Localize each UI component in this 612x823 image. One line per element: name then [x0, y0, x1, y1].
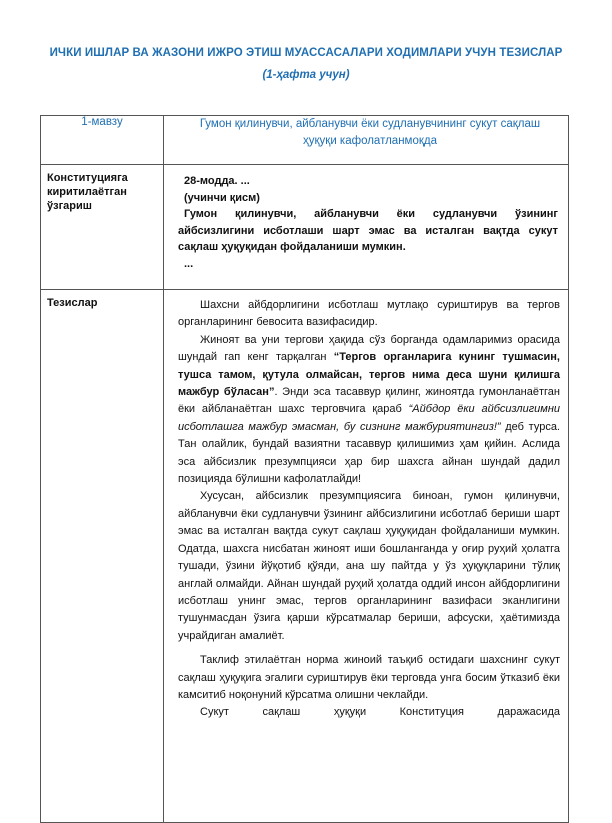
article-body: Гумон қилинувчи, айбланувчи ёки судланувчи ўзининг айбсизлигини исботлаши шарт эмас ва исталган вақтда сукут сақлаш ҳуқуқидан фойдаланиши мумкин. — [178, 208, 558, 253]
thesis-paragraph-3: Хусусан, айбсизлик презумпциясига биноан, гумон қилинувчи, айбланувчи ёки судланувчи ўзининг айбсизлигини исботлаб бериши шарт эмас ва исталган вақтда сукут сақлаш ҳуқуқидан фойдаланиши мумкин. Одатда, шахсга нисбатан жиноят иши бошланганда у оғир руҳий ҳолатга тушади, ўзини йўқотиб қўяди, ана шу пайтда у ўз ҳуқуқларини тўлиқ англай олмайди. Айнан шундай руҳий ҳолатда оддий инсон айбдорлигини исботлаш унинг эмас, тергов органларининг вазифаси эканлигини тушунмасдан ўзига қарши кўрсатмалар бериши, афсуски, ҳаётимизда учрайдиган амалиёт. — [178, 490, 560, 642]
topic-title: Гумон қилинувчи, айбланувчи ёки судланувчининг сукут сақлаш ҳуқуқи кафолатланмоқда — [164, 116, 569, 165]
change-label: Конституцияга киритилаётган ўзгариш — [41, 165, 164, 290]
theses-content — [164, 290, 569, 823]
thesis-paragraph-4: Таклиф этилаётган норма жиноий таъқиб остидаги шахснинг сукут сақлаш ҳуқуқига эгалиги суриштирув ёки терговда унга босим ўтказиб ёки камситиб ноқонуний кўрсатма олишни чеклайди. — [178, 654, 560, 701]
article-part: (учинчи қисм) — [184, 191, 260, 204]
document-subtitle: (1-ҳафта учун) — [262, 69, 350, 81]
constitution-change-row — [41, 165, 569, 290]
topic-row — [41, 116, 569, 165]
topic-label: 1-мавзу — [41, 116, 164, 165]
thesis-paragraph-5: Сукут сақлаш ҳуқуқи Конституция даражасида — [200, 706, 560, 719]
thesis-paragraph-1: Шахсни айбдорлигини исботлаш мутлақо суриштирув ва тергов органларининг бевосита вазифасидир. — [178, 299, 560, 329]
article-number: 28-модда. ... — [184, 175, 250, 187]
quote-bold: “Тергов органларига кунинг тушмасин, тушса тамом, қутула олмайсан, тергов нима деса шуни қилишга мажбур бўласан” — [178, 351, 560, 399]
thesis-paragraph-2: Жиноят ва уни тергови ҳақида сўз борганда одамларимиз орасида шундай гап кенг тарқалган “Тергов органларига кунинг тушмасин, тушса тамом, қутула олмайсан, тергов нима деса шуни қилишга мажбур бўласан”. Энди эса тасаввур қилинг, жиноятда гумонланаётган ёки айбланаётган шахс терговчига қараб “Айбдор ёки айбсизлигимни исботлашга мажбур эмасман, бу сизнинг мажбуриятингиз!” деб турса. Тан олайлик, бундай вазиятни тасаввур қилишимиз ҳам қийин. Аслида эса айбсизлик презумпцияси ҳар бир шахсга айнан шундай дадил позицияда бўлишни кафолатлайди! — [178, 333, 560, 486]
theses-table — [40, 115, 569, 823]
document-title: ИЧКИ ИШЛАР ВА ЖАЗОНИ ИЖРО ЭТИШ МУАССАСАЛАРИ ХОДИМЛАРИ УЧУН ТЕЗИСЛАР — [49, 47, 563, 59]
theses-row — [41, 290, 569, 823]
theses-label: Тезислар — [41, 290, 164, 823]
document-header — [40, 44, 572, 84]
quote-italic: “Айбдор ёки айбсизлигимни исботлашга мажбур эмасман, бу сизнинг мажбуриятингиз!” — [178, 403, 560, 433]
article-ellipsis: ... — [184, 257, 194, 270]
article-text — [164, 165, 569, 290]
